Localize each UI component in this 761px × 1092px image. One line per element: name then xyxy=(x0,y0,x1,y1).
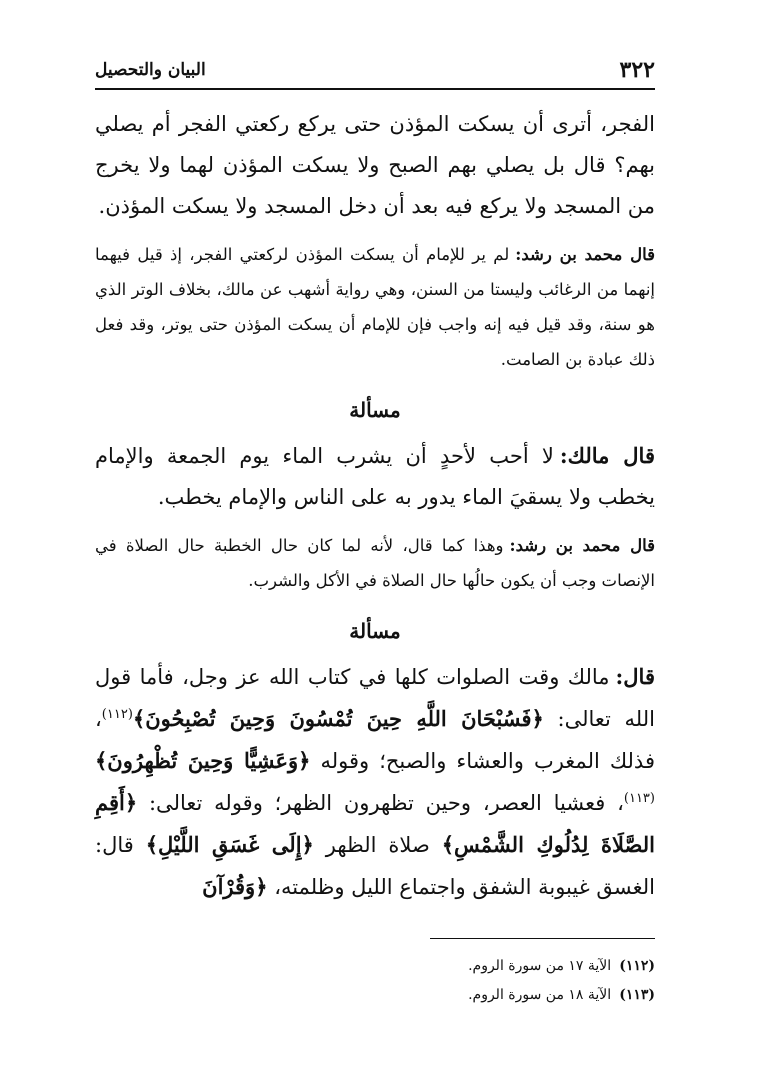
footnote-rule xyxy=(430,938,655,939)
quran-verse: ﴿وَقُرْآنَ xyxy=(202,874,268,899)
matn-text: ، فذلك المغرب والعشاء والصبح؛ وقوله xyxy=(95,707,655,773)
matn-text: قال: الغسق غيبوبة الشفق واجتماع الليل وظلمته، xyxy=(95,833,655,899)
matn-speaker: قال مالك: xyxy=(559,443,655,468)
matn-text: مالك وقت الصلوات كلها في كتاب الله عز وجل، فأما قول الله تعالى: xyxy=(95,665,655,731)
matn-paragraph xyxy=(95,656,655,908)
sharh-paragraph xyxy=(95,528,655,598)
page-number: ٣٢٢ xyxy=(619,57,655,83)
page-body xyxy=(95,104,655,908)
sharh-paragraph xyxy=(95,237,655,377)
book-title: البيان والتحصيل xyxy=(95,60,206,80)
section-heading: مسألة xyxy=(349,398,401,422)
matn-speaker: قال: xyxy=(615,664,655,689)
footnote-number: (١١٣) xyxy=(619,987,655,1003)
footnote-text: الآية ١٧ من سورة الروم. xyxy=(468,958,612,974)
sharh-text: وهذا كما قال، لأنه لما كان حال الخطبة حال الصلاة في الإنصات وجب أن يكون حالُها حال الصلاة في الأكل والشرب. xyxy=(95,536,655,590)
matn-text: ، فعشيا العصر، وحين تظهرون الظهر؛ وقوله تعالى: xyxy=(148,791,624,815)
footnote xyxy=(255,952,655,981)
matn-text: صلاة الظهر xyxy=(325,833,430,857)
footnote-ref: (١١٢) xyxy=(101,707,133,722)
sharh-speaker: قال محمد بن رشد: xyxy=(515,245,655,264)
sharh-speaker: قال محمد بن رشد: xyxy=(509,536,656,555)
header-rule xyxy=(95,88,655,90)
matn-text: لا أحب لأحدٍ أن يشرب الماء يوم الجمعة والإمام يخطب ولا يسقيَ الماء يدور به على الناس والإمام يخطب. xyxy=(95,444,655,509)
running-header xyxy=(95,56,655,84)
matn-paragraph xyxy=(95,435,655,518)
quran-verse: ﴿إِلَى غَسَقِ اللَّيْلِ﴾ xyxy=(145,832,314,857)
matn-paragraph xyxy=(95,104,655,227)
footnote-text: الآية ١٨ من سورة الروم. xyxy=(468,987,612,1003)
footnote-ref: (١١٣) xyxy=(623,791,655,806)
section-heading: مسألة xyxy=(349,619,401,643)
quran-verse: ﴿وَعَشِيًّا وَحِينَ تُظْهِرُونَ﴾ xyxy=(95,748,311,773)
quran-verse: ﴿أَقِمِ الصَّلَاةَ لِدُلُوكِ الشَّمْسِ﴾ xyxy=(95,790,655,857)
sharh-text: لم ير للإمام أن يسكت المؤذن لركعتي الفجر، إذ قيل فيهما إنهما من الرغائب وليستا من السنن، وهي رواية أشهب عن مالك، بخلاف الوتر الذي هو سنة، وقد قيل فيه إنه واجب فإن للإمام أن يسكت المؤذن حتى يوتر، وقد فعل ذلك عبادة بن الصامت. xyxy=(95,245,655,369)
footnote xyxy=(255,981,655,1010)
footnotes xyxy=(255,952,655,1010)
footnote-number: (١١٢) xyxy=(619,958,655,974)
matn-text: الفجر، أترى أن يسكت المؤذن حتى يركع ركعتي الفجر أم يصلي بهم؟ قال بل يصلي بهم الصبح ولا يسكت المؤذن لهما ولا يخرج من المسجد ولا يركع فيه بعد أن دخل المسجد ولا يسكت المؤذن. xyxy=(95,112,655,218)
quran-verse: ﴿فَسُبْحَانَ اللَّهِ حِينَ تُمْسُونَ وَحِينَ تُصْبِحُونَ﴾ xyxy=(132,706,544,731)
